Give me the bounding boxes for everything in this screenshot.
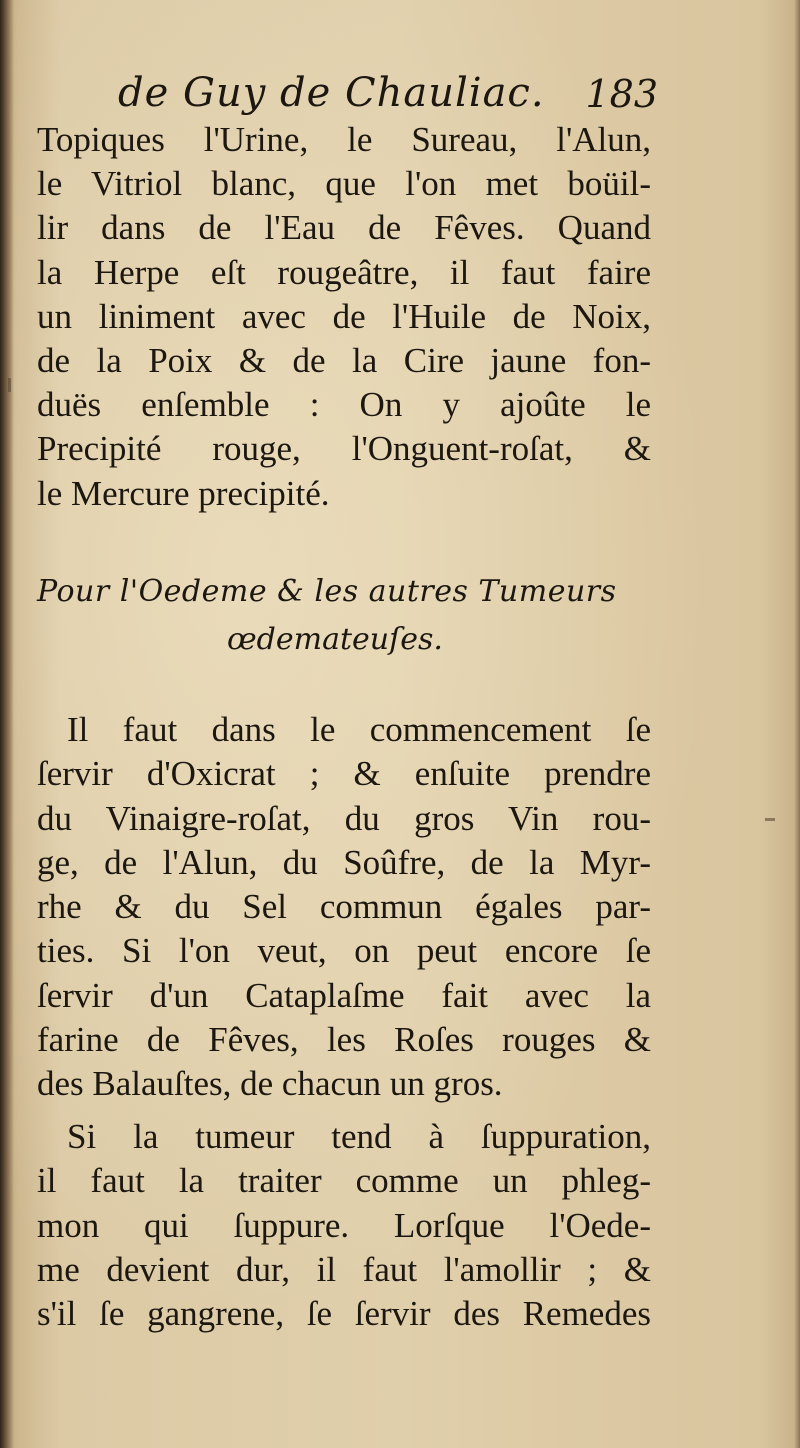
text-line: lir dans de l'Eau de Fêves. Quand: [37, 208, 651, 248]
page-binding-edge: [0, 0, 14, 1448]
text-line: duës enſemble : On y ajoûte le: [37, 385, 651, 425]
text-line: me devient dur, il faut l'amollir ; &: [37, 1249, 651, 1289]
paragraph-suppuration: [37, 1115, 651, 1336]
text-line: un liniment avec de l'Huile de Noix,: [37, 296, 651, 336]
text-line: Si la tumeur tend à ſuppuration,: [67, 1117, 651, 1156]
text-line: rhe & du Sel commun égales par-: [37, 887, 651, 927]
text-line: ſervir d'Oxicrat ; & enſuite prendre: [37, 754, 651, 794]
text-line: farine de Fêves, les Roſes rouges &: [37, 1020, 651, 1060]
text-line: ſervir d'un Cataplaſme fait avec la: [37, 975, 651, 1015]
text-line: le Mercure precipité.: [37, 473, 330, 513]
text-line: de la Poix & de la Cire jaune fon-: [37, 340, 651, 380]
running-head: de Guy de Chauliac.: [118, 70, 545, 116]
text-line: Topiques l'Urine, le Sureau, l'Alun,: [37, 120, 651, 159]
text-line: Il faut dans le commencement ſe: [67, 710, 651, 749]
paragraph-herpes-remedies: [37, 118, 651, 516]
margin-mark: [8, 378, 11, 392]
text-line: la Herpe eſt rougeâtre, il faut faire: [37, 252, 651, 292]
heading-line: Pour l'Oedeme & les autres Tumeurs: [37, 574, 617, 609]
section-heading: [37, 568, 651, 664]
text-line: il faut la traiter comme un phleg-: [37, 1161, 651, 1201]
text-line: mon qui ſuppure. Lorſque l'Oede-: [37, 1205, 651, 1245]
heading-line: œdemateuſes.: [227, 622, 443, 657]
page-header: [118, 70, 658, 122]
text-line: s'il ſe gangrene, ſe ſervir des Remedes: [37, 1294, 651, 1334]
margin-mark: [765, 818, 775, 821]
text-line: le Vitriol blanc, que l'on met boüil-: [37, 164, 651, 204]
text-line: du Vinaigre-roſat, du gros Vin rou-: [37, 798, 651, 838]
paragraph-oedema-treatment: [37, 708, 651, 1107]
text-line: ge, de l'Alun, du Soûfre, de la Myr-: [37, 842, 651, 882]
text-line: Precipité rouge, l'Onguent-roſat, &: [37, 429, 651, 469]
page-right-edge: [794, 0, 800, 1448]
text-line: des Balauſtes, de chacun un gros.: [37, 1064, 503, 1104]
page-number: 183: [585, 72, 658, 116]
text-line: ties. Si l'on veut, on peut encore ſe: [37, 931, 651, 971]
